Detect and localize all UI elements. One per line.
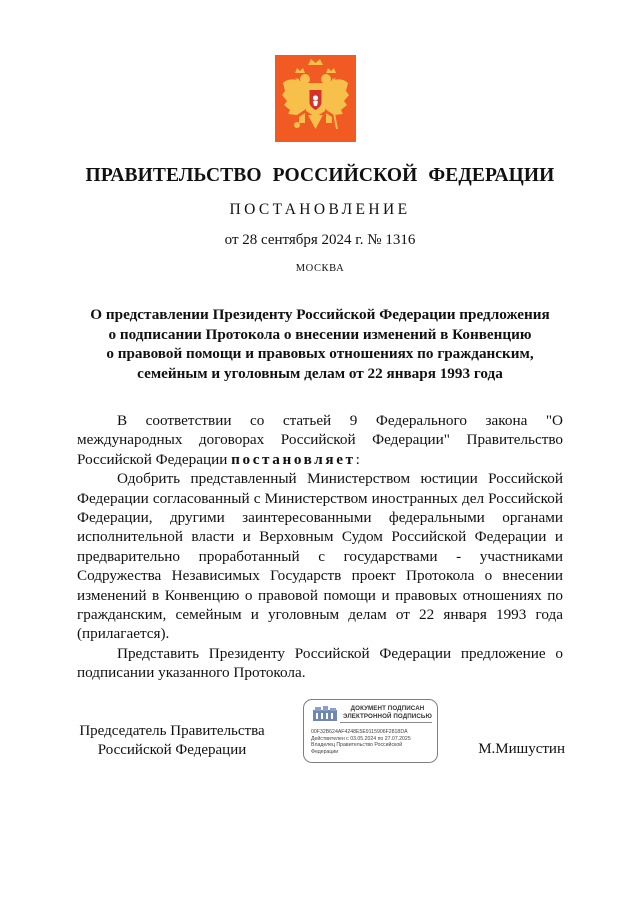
signer-position-line: Российской Федерации <box>97 742 247 758</box>
proposal-paragraph: Представить Президенту Российской Федерации предложение о подписании указанного Протокола. <box>77 644 563 682</box>
decree-body <box>77 411 563 683</box>
decree-title-line: О представлении Президенту Российской Федерации предложения <box>90 306 550 323</box>
preamble-text: В соответствии со статьей 9 Федерального закона "О международных договорах Российской Федерации" Правительство Российской Федерации <box>77 412 563 468</box>
signer-position <box>72 722 272 760</box>
operative-word: постановляет <box>231 450 356 468</box>
signer-name: М.Мишустин <box>478 741 565 757</box>
signer-position-line: Председатель Правительства <box>79 723 265 739</box>
certificate-validity: Действителен с 03.05.2024 по 27.07.2025 <box>311 735 411 742</box>
certificate-owner: Владелец Правительство Российской <box>311 742 403 749</box>
stamp-details <box>311 729 435 755</box>
stamp-divider <box>340 722 432 723</box>
coat-of-arms-icon <box>275 55 356 142</box>
decree-title-line: о правовой помощи и правовых отношениях по гражданским, <box>106 345 534 362</box>
decree-type: ПОСТАНОВЛЕНИЕ <box>229 201 411 218</box>
stamp-title-line: ДОКУМЕНТ ПОДПИСАН <box>350 705 425 712</box>
government-heading: ПРАВИТЕЛЬСТВО РОССИЙСКОЙ ФЕДЕРАЦИИ <box>85 165 555 186</box>
certificate-number: 00F32B624AF4248E5E9115906F2818DA <box>311 729 408 735</box>
preamble-colon: : <box>355 450 360 468</box>
preamble-paragraph <box>77 411 563 469</box>
electronic-signature-stamp <box>303 699 438 763</box>
decree-title-line: о подписании Протокола о внесении изменений в Конвенцию <box>108 325 532 343</box>
certificate-owner: Федерации <box>311 748 339 755</box>
decree-title-line: семейным и уголовным делам от 22 января 1993 года <box>137 364 503 382</box>
city: МОСКВА <box>295 263 345 274</box>
decree-date-number: от 28 сентября 2024 г. № 1316 <box>224 232 416 248</box>
approval-paragraph: Одобрить представленный Министерством юстиции Российской Федерации согласованный с Министерством иностранных дел Российской Федерации, другими заинтересованными федеральными органами исполнительной власти и Верховным Судом Российской Федерации и предварительно проработанный с государствами - участниками Содружества Независимых Государств проект Протокола о внесении изменений в Конвенцию о правовой помощи и правовых отношениях по гражданским, семейным и уголовным делам от 22 января 1993 года (прилагается). <box>77 470 563 643</box>
decree-title <box>70 305 570 383</box>
stamp-title-line: ЭЛЕКТРОННОЙ ПОДПИСЬЮ <box>343 712 432 720</box>
certificate-building-icon <box>312 706 338 722</box>
stamp-title <box>340 705 435 720</box>
